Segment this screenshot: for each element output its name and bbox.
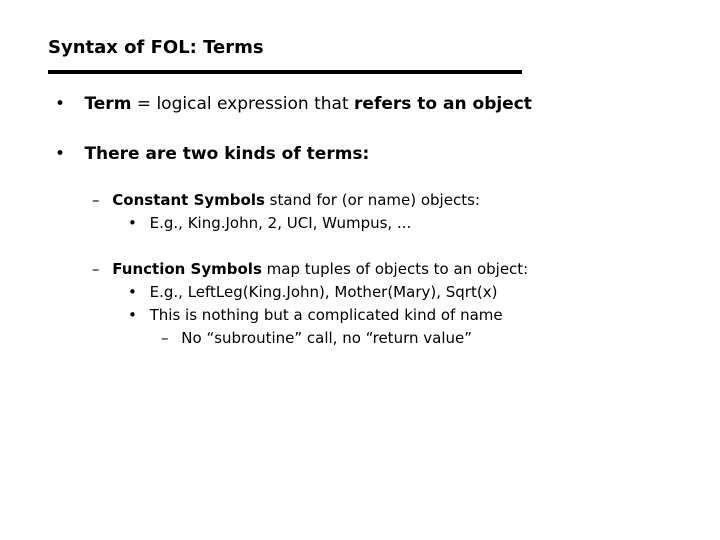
dash-glyph: – xyxy=(92,260,100,278)
term-keyword: Term xyxy=(84,94,132,114)
term-refers: refers to an object xyxy=(354,94,532,114)
constant-symbols-desc: stand for (or name) objects: xyxy=(264,191,480,209)
sub-function-symbols xyxy=(92,260,528,278)
bullet-term xyxy=(55,94,532,114)
bullet-glyph: • xyxy=(128,306,137,324)
sub-constant-symbols xyxy=(92,191,480,209)
constant-examples-text: E.g., King.John, 2, UCI, Wumpus, ... xyxy=(149,214,412,232)
constant-examples xyxy=(128,214,411,232)
bullet-glyph: • xyxy=(128,214,137,232)
dash-glyph: – xyxy=(161,329,169,347)
constant-symbols-label: Constant Symbols xyxy=(112,191,265,209)
function-name-note xyxy=(128,306,503,324)
bullet-glyph: • xyxy=(55,94,66,114)
function-examples-text: E.g., LeftLeg(King.John), Mother(Mary), Sqrt(x) xyxy=(149,283,498,301)
dash-glyph: – xyxy=(92,191,100,209)
function-symbols-label: Function Symbols xyxy=(112,260,262,278)
bullet-kinds xyxy=(55,144,369,164)
no-subroutine-note xyxy=(161,329,472,347)
function-examples xyxy=(128,283,497,301)
title-underline xyxy=(48,70,522,74)
bullet-glyph: • xyxy=(55,144,66,164)
slide-title: Syntax of FOL: Terms xyxy=(48,37,264,58)
term-definition: = logical expression that xyxy=(131,94,355,114)
no-subroutine-text: No “subroutine” call, no “return value” xyxy=(181,329,472,347)
kinds-text: There are two kinds of terms: xyxy=(84,144,370,164)
function-name-note-text: This is nothing but a complicated kind of name xyxy=(149,306,503,324)
function-symbols-desc: map tuples of objects to an object: xyxy=(261,260,529,278)
bullet-glyph: • xyxy=(128,283,137,301)
